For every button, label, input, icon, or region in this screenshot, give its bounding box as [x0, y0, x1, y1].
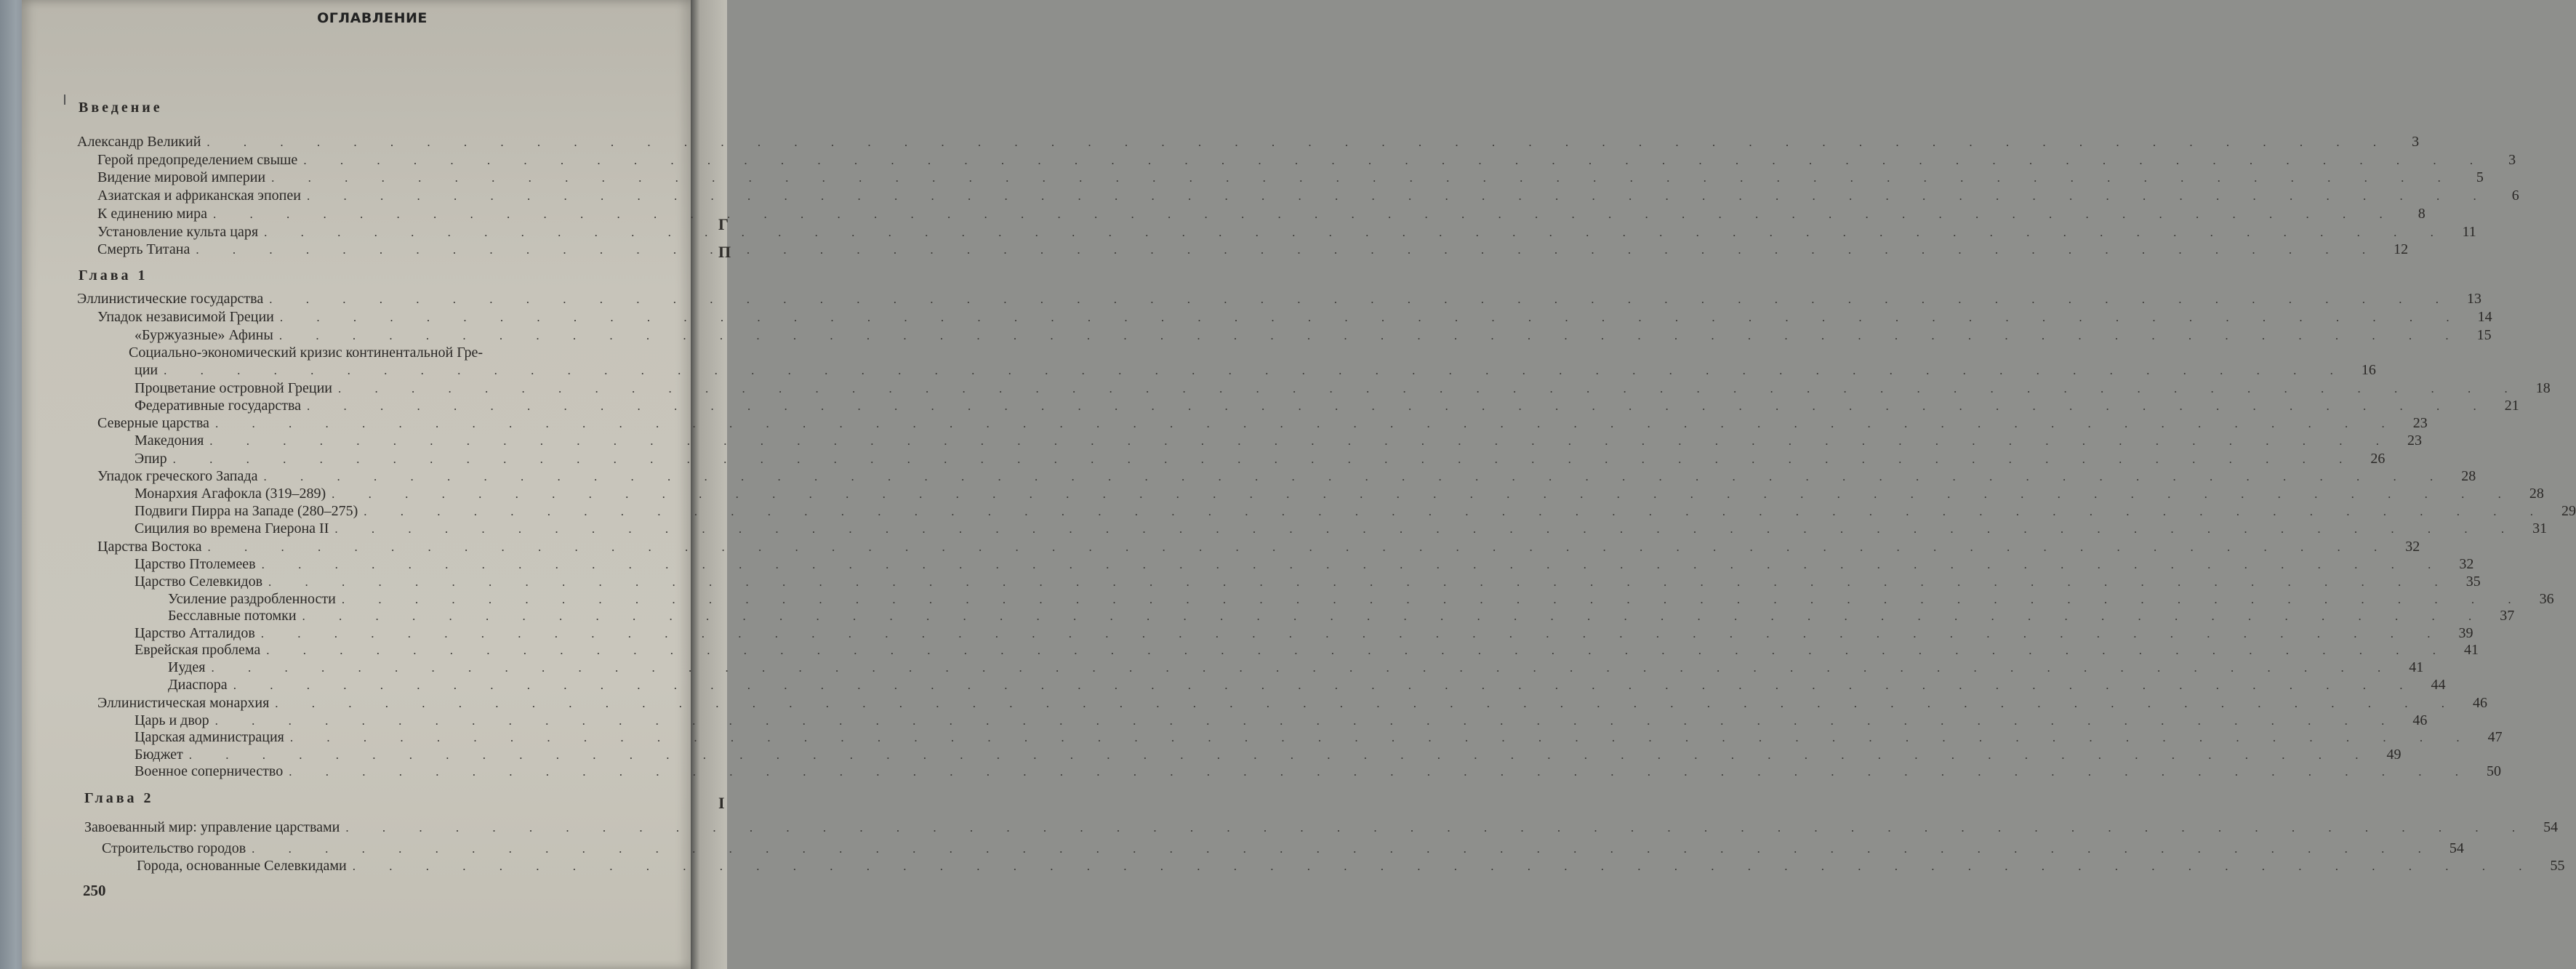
- toc-entry[interactable]: Иудея . . . 41: [168, 659, 662, 676]
- toc-entry[interactable]: Царство Селевкидов . . . 35: [135, 573, 662, 590]
- adjacent-page-letter: Г: [718, 215, 729, 233]
- toc-entry[interactable]: Царство Птолемеев . . . 32: [135, 555, 662, 573]
- intro-heading: Введение: [79, 100, 163, 116]
- toc-entry[interactable]: Александр Великий . . . 3: [77, 133, 662, 150]
- chapter-heading: Глава 2: [84, 790, 154, 806]
- toc-entry[interactable]: Еврейская проблема . . . 41: [135, 641, 662, 659]
- toc-entry[interactable]: Царская администрация . . . 47: [135, 728, 662, 746]
- toc-entry[interactable]: Видение мировой империи . . . 5: [97, 169, 662, 186]
- toc-entry[interactable]: ции . . . 16: [135, 361, 662, 379]
- toc-entry[interactable]: Подвиги Пирра на Западе (280–275) . . . 29: [135, 502, 662, 520]
- print-mark: [64, 95, 65, 105]
- toc-entry[interactable]: «Буржуазные» Афины . . . 15: [135, 326, 662, 344]
- toc-entry[interactable]: Диаспора . . . 44: [168, 676, 662, 693]
- toc-entry[interactable]: Эпир . . . 26: [135, 450, 662, 467]
- toc-entry[interactable]: Герой предопределением свыше . . . 3: [97, 151, 662, 169]
- chapter-heading: Глава 1: [79, 268, 148, 284]
- toc-entry[interactable]: Царства Востока . . . 32: [97, 538, 662, 555]
- toc-entry[interactable]: Строительство городов . . . 54: [102, 840, 651, 857]
- toc-entry[interactable]: Смерть Титана . . . 12: [97, 241, 662, 258]
- toc-entry[interactable]: Упадок независимой Греции . . . 14: [97, 308, 662, 326]
- toc-entry[interactable]: Царь и двор . . . 46: [135, 712, 662, 729]
- toc-entry[interactable]: Северные царства . . . 23: [97, 414, 662, 432]
- toc-entry-wrapped-line[interactable]: Социально-экономический кризис континентальной Гре-: [129, 345, 483, 361]
- adjacent-page-letter: I: [718, 794, 725, 812]
- toc-entry[interactable]: К единению мира . . . 8: [97, 205, 662, 222]
- adjacent-page-letter: П: [718, 243, 731, 261]
- toc-entry[interactable]: Бюджет . . . 49: [135, 746, 662, 763]
- toc-entry[interactable]: Бесславные потомки . . . 37: [168, 607, 662, 624]
- page-number: 250: [83, 882, 106, 899]
- toc-entry[interactable]: Сицилия во времена Гиерона II . . . 31: [135, 520, 662, 537]
- toc-entry[interactable]: Процветание островной Греции . . . 18: [135, 379, 662, 397]
- toc-entry[interactable]: Азиатская и африканская эпопеи . . . 6: [97, 187, 662, 204]
- toc-entry[interactable]: Царство Атталидов . . . 39: [135, 624, 662, 642]
- toc-entry[interactable]: Установление культа царя . . . 11: [97, 223, 662, 241]
- toc-entry[interactable]: Македония . . . 23: [135, 432, 662, 449]
- toc-entry[interactable]: Усиление раздробленности . . . 36: [168, 590, 662, 608]
- page-title: ОГЛАВЛЕНИЕ: [317, 10, 428, 26]
- toc-entry[interactable]: Эллинистическая монархия . . . 46: [97, 694, 662, 712]
- toc-entry[interactable]: Монархия Агафокла (319–289) . . . 28: [135, 485, 662, 502]
- toc-entry[interactable]: Эллинистические государства . . . 13: [77, 290, 662, 307]
- toc-entry[interactable]: Упадок греческого Запада . . . 28: [97, 467, 662, 485]
- toc-entry[interactable]: Города, основанные Селевкидами . . . 55: [137, 857, 651, 874]
- toc-entry[interactable]: Военное соперничество . . . 50: [135, 763, 662, 780]
- toc-entry[interactable]: Завоеванный мир: управление царствами . . . 54: [84, 819, 651, 836]
- toc-entry[interactable]: Федеративные государства . . . 21: [135, 397, 662, 414]
